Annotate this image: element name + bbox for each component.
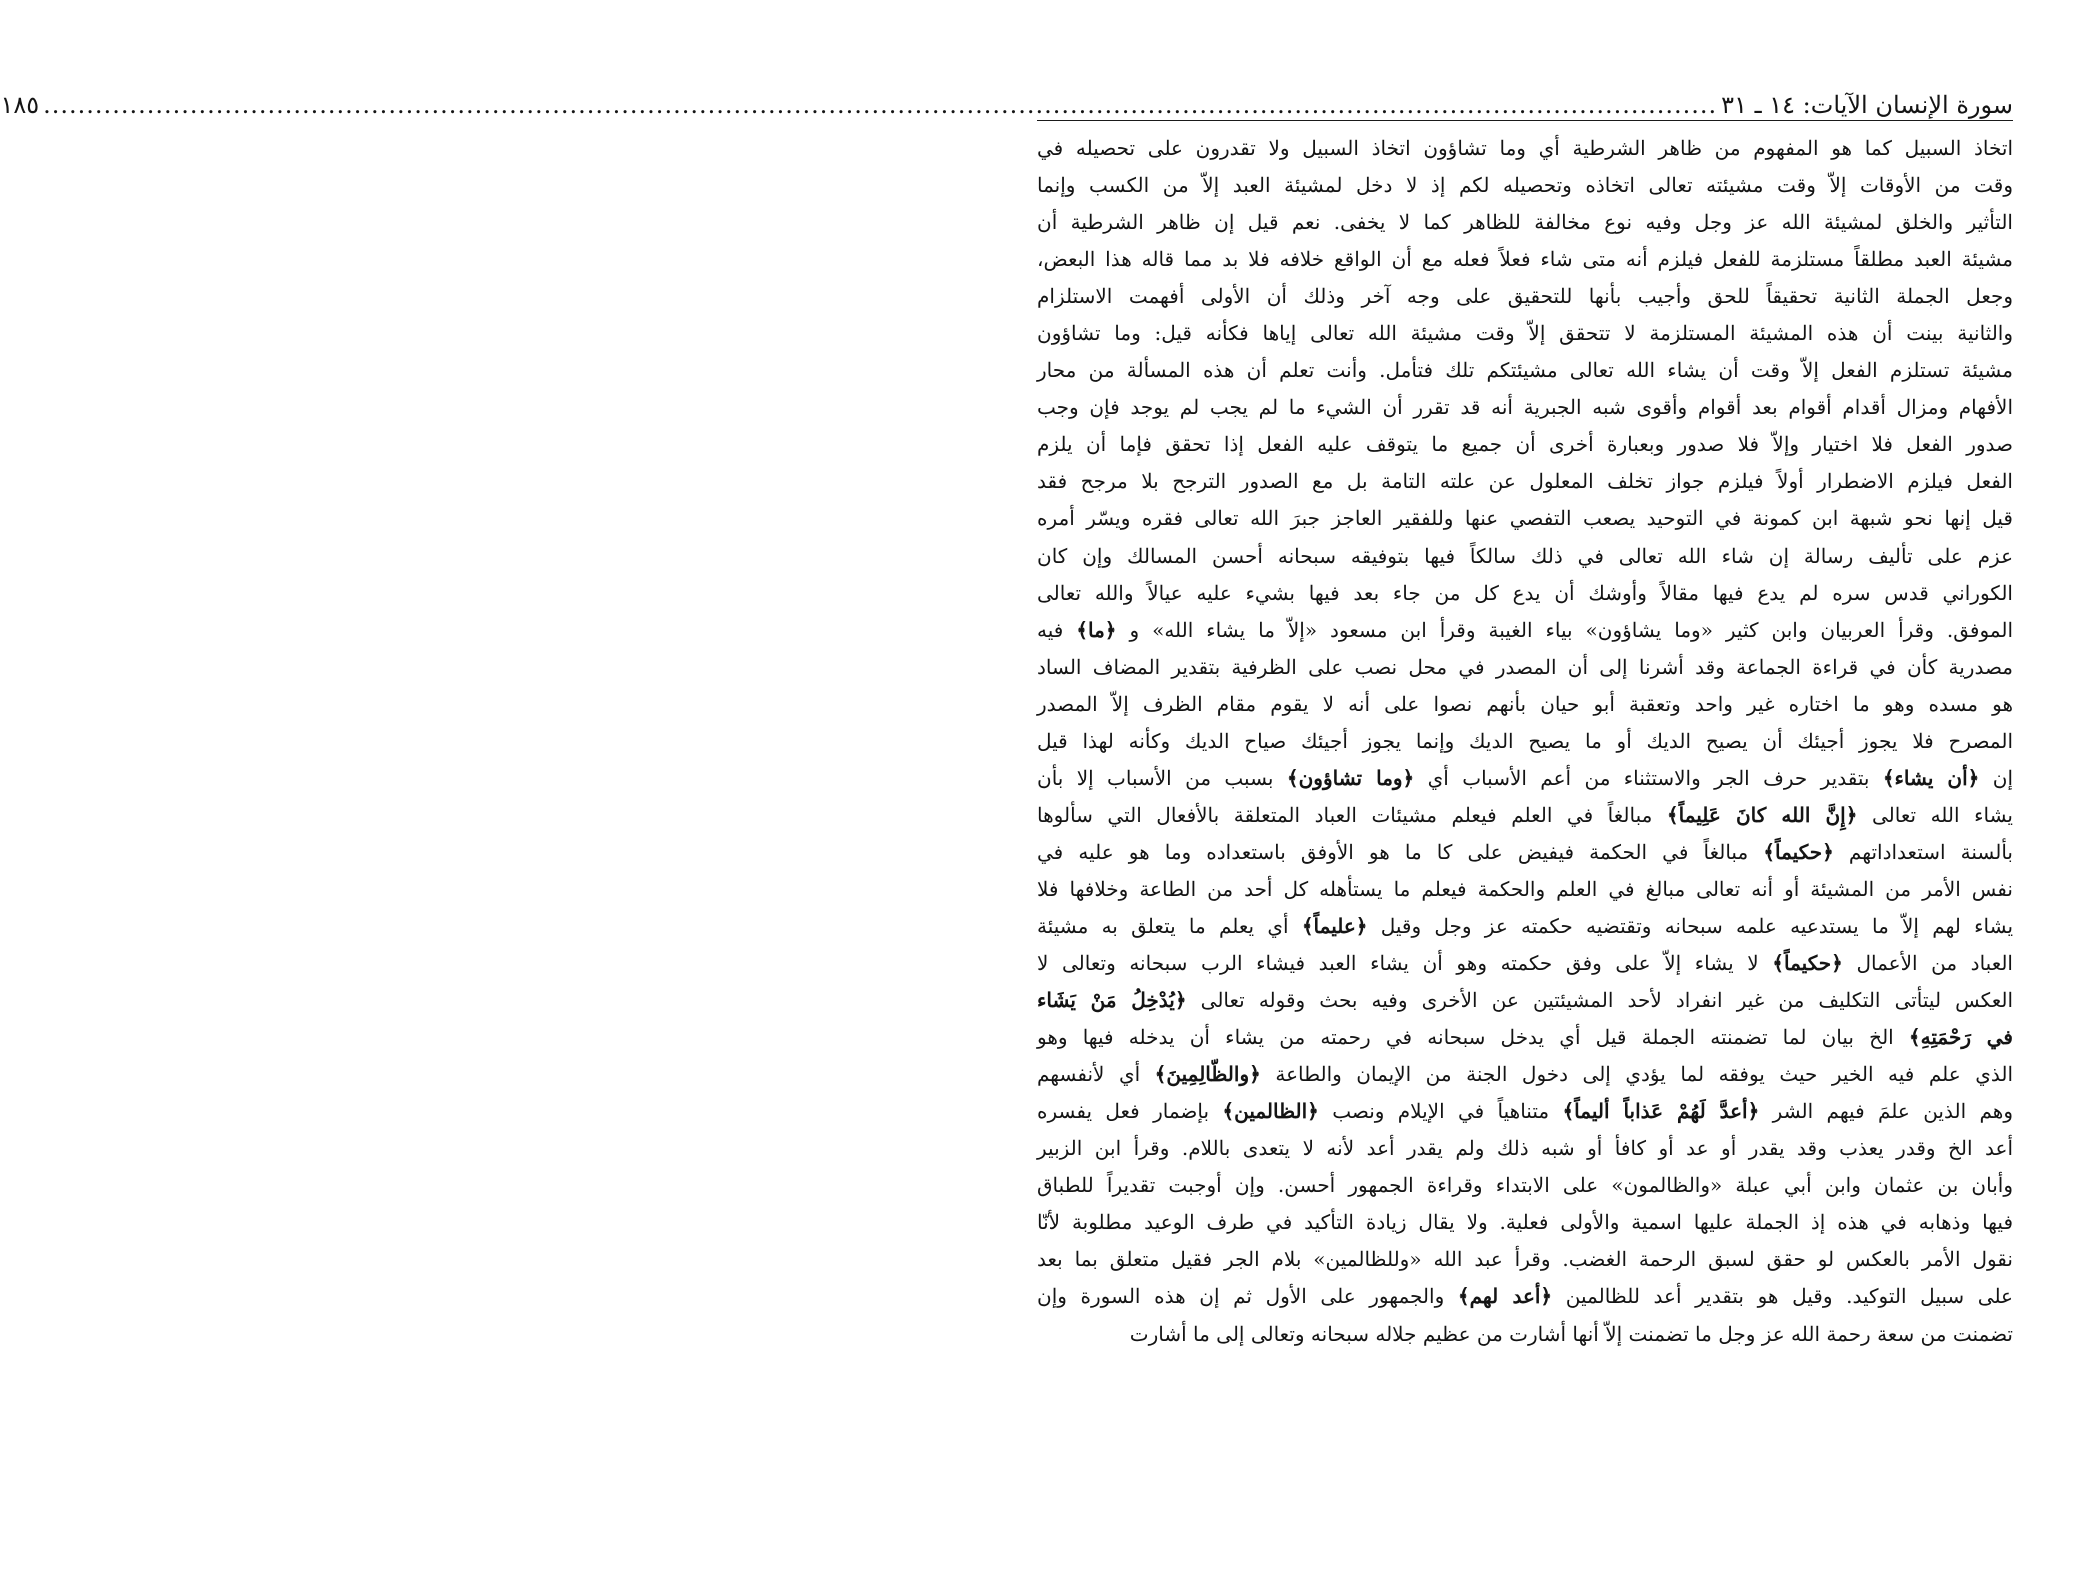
text-line: بألسنة استعداداتهم ﴿حكيماً﴾ مبالغاً في الحكمة فيفيض على كا ما هو الأوفق باستعداده وما هو عليه في [1037, 839, 2013, 864]
text-line: الأفهام ومزال أقدام أقوام بعد أقوام وأقوى شبه الجبرية أنه قد تقرر أن الشيء ما لم يجب لم يوجد فإن وجب [1037, 395, 2013, 420]
quran-quote: ﴿إِنَّ الله كانَ عَلِيماً﴾ [1666, 802, 1858, 827]
quran-quote: ﴿أن يشاء﴾ [1882, 765, 1980, 790]
text-line: العكس ليتأتى التكليف من غير انفراد لأحد المشيئتين عن الأخرى وفيه بحث وقوله تعالى ﴿يُدْخِلُ مَنْ يَشَاء [1037, 988, 2014, 1013]
quran-quote: ﴿وما تشاؤون﴾ [1286, 765, 1415, 790]
text-line: تضمنت من سعة رحمة الله عز وجل ما تضمنت إلاّ أنها أشارت من عظيم جلاله سبحانه وتعالى إلى ما أشارت [1129, 1321, 2013, 1346]
text-line: الكوراني قدس سره لم يدع فيها مقالاً وأوشك أن يدع كل من جاء بعد فيها بشيء عليه عيالاً والله تعالى [1037, 580, 2013, 605]
text-line: المصرح فلا يجوز أجيئك أن يصيح الديك أو ما يصيح الديك وإنما يجوز أجيئك صياح الديك وكأنه لهذا قيل [1037, 728, 2013, 753]
text-line: يشاء الله تعالى ﴿إِنَّ الله كانَ عَلِيماً﴾ مبالغاً في العلم فيعلم مشيئات العباد المتعلقة بالأفعال التي سألوها [1037, 802, 2013, 827]
quran-quote: ﴿عليماً﴾ [1301, 913, 1368, 938]
text-line: يشاء لهم إلاّ ما يستدعيه علمه سبحانه وتقتضيه حكمته عز وجل وقيل ﴿عليماً﴾ أي يعلم ما يتعلق به مشيئة [1037, 913, 2014, 938]
text-line: نقول الأمر بالعكس لو حقق لسبق الرحمة الغضب. وقرأ عبد الله «وللظالمين» بلام الجر فقيل متعلق بما بعد [1037, 1247, 2013, 1272]
text-line: فيها وذهابه في هذه إذ الجملة عليها اسمية والأولى فعلية. ولا يقال زيادة التأكيد في طرف الوعيد مطلوبة لأنّا [1037, 1210, 2013, 1235]
quran-quote: ﴿ما﴾ [1076, 617, 1117, 642]
text-line: وأبان بن عثمان وابن أبي عبلة «والظالمون» على الابتداء وقراءة الجمهور أحسن. وإن أوجبت تقديراً للطباق [1037, 1173, 2013, 1198]
text-line: نفس الأمر من المشيئة أو أنه تعالى مبالغ في العلم والحكمة فيعلم ما يستأهله كل أحد من الطاعة وخلافها فلا [1037, 876, 2013, 901]
header-leader-dots: .................................................................................................................................................................................................. [43, 91, 1718, 119]
text-line: على سبيل التوكيد. وقيل هو بتقدير أعد للظالمين ﴿أعد لهم﴾ والجمهور على الأول ثم إن هذه السورة وإن [1037, 1284, 2013, 1309]
quran-quote: ﴿والظّالِمِينَ﴾ [1154, 1062, 1261, 1087]
text-line: والثانية بينت أن هذه المشيئة المستلزمة لا تتحقق إلاّ وقت مشيئة الله تعالى إياها فكأنه قيل: وما تشاؤون [1037, 321, 2014, 346]
text-line: صدور الفعل فلا اختيار وإلاّ فلا صدور وبعبارة أخرى أن جميع ما يتوقف عليه الفعل إذا تحقق فإما أن يلزم [1037, 432, 2013, 457]
quran-quote: ﴿حكيماً﴾ [1772, 951, 1843, 976]
text-line: الموفق. وقرأ العربيان وابن كثير «وما يشاؤون» بياء الغيبة وقرأ ابن مسعود «إلاّ ما يشاء الله» و ﴿ما﴾ فيه [1037, 617, 2013, 642]
quran-quote: ﴿الظالمين﴾ [1222, 1099, 1319, 1124]
text-line: عزم على تأليف رسالة إن شاء الله تعالى في ذلك سالكاً فيها بتوفيقه سبحانه أحسن المسالك وإن كان [1037, 543, 2013, 568]
text-line: وهم الذين علمَ فيهم الشر ﴿أعدَّ لَهُمْ عَذاباً أليماً﴾ متناهياً في الإيلام ونصب ﴿الظالمين﴾ بإضمار فعل يفسره [1037, 1099, 2013, 1124]
text-line: التأثير والخلق لمشيئة الله عز وجل وفيه نوع مخالفة للظاهر كما لا يخفى. نعم قيل إن ظاهر الشرطية أن [1037, 210, 2013, 235]
text-line: اتخاذ السبيل كما هو المفهوم من ظاهر الشرطية أي وما تشاؤون اتخاذ السبيل ولا تقدرون على تحصيله في [1037, 136, 2013, 160]
quran-quote: ﴿حكيماً﴾ [1763, 839, 1834, 864]
text-line: مشيئة العبد مطلقاً مستلزمة للفعل فيلزم أنه متى شاء فعلاً فعله مع أن الواقع خلافه فلا بد مما قاله هذا البعض، [1037, 247, 2013, 272]
text-line: هو مسده وهو ما اختاره غير واحد وتعقبة أبو حيان بأنهم نصوا على أنه لا يقوم مقام الظرف إلاّ المصدر [1037, 691, 2013, 716]
running-header [0, 86, 2013, 121]
quran-quote: في رَحْمَتِهِ﴾ [1908, 1025, 2013, 1050]
text-line: في رَحْمَتِهِ﴾ الخ بيان لما تضمنته الجملة قيل أي يدخل سبحانه في رحمته من يشاء أن يدخله فيها وهو [1037, 1025, 2013, 1050]
body-text [1037, 130, 2013, 1353]
text-line: الذي علم فيه الخير حيث يوفقه لما يؤدي إلى دخول الجنة من الإيمان والطاعة ﴿والظّالِمِينَ﴾ أي لأنفسهم [1037, 1062, 2013, 1087]
text-line: قيل إنها نحو شبهة ابن كمونة في التوحيد يصعب التفصي عنها وللفقير العاجز جبرَ الله تعالى فقره ويسّر أمره [1037, 506, 2013, 531]
text-line: الفعل فيلزم الاضطرار أولاً فيلزم جواز تخلف المعلول عن علته التامة بل مع الصدور الترجح بلا مرجح فقد [1037, 469, 2013, 494]
text-line: أعد الخ وقدر يعذب وقد يقدر أو عد أو كافأ أو شبه ذلك ولم يقدر أعد لأنه لا يتعدى باللام. وقرأ ابن الزبير [1037, 1136, 2013, 1161]
text-line: مصدرية كأن في قراءة الجماعة وقد أشرنا إلى أن المصدر في محل نصب على الظرفية بتقدير المضاف الساد [1037, 654, 2013, 679]
text-line: إن ﴿أن يشاء﴾ بتقدير حرف الجر والاستثناء من أعم الأسباب أي ﴿وما تشاؤون﴾ بسبب من الأسباب إلا بأن [1037, 765, 2014, 790]
text-line: مشيئة تستلزم الفعل إلاّ وقت أن يشاء الله تعالى مشيئتكم تلك فتأمل. وأنت تعلم أن هذه المسألة من محار [1037, 358, 2013, 383]
quran-quote: ﴿أعد لهم﴾ [1457, 1284, 1553, 1309]
text-line: وجعل الجملة الثانية تحقيقاً للحق وأجيب بأنها للتحقيق على وجه آخر وذلك أن الأولى أفهمت الاستلزام [1037, 284, 2013, 309]
quran-quote: ﴿يُدْخِلُ مَنْ يَشَاء [1037, 988, 1187, 1013]
page-number: ١٨٥ [0, 91, 40, 119]
text-line: وقت من الأوقات إلاّ وقت مشيئته تعالى اتخاذه وتحصيله لكم إذ لا دخل لمشيئة العبد إلاّ من الكسب وإنما [1037, 173, 2013, 198]
quran-quote: ﴿أعدَّ لَهُمْ عَذاباً أليماً﴾ [1562, 1099, 1760, 1124]
text-line: العباد من الأعمال ﴿حكيماً﴾ لا يشاء إلاّ على وفق حكمته وهو أن يشاء العبد فيشاء الرب سبحانه وتعالى لا [1037, 951, 2013, 976]
header-title: سورة الإنسان الآيات: ١٤ ـ ٣١ [1721, 91, 2013, 119]
